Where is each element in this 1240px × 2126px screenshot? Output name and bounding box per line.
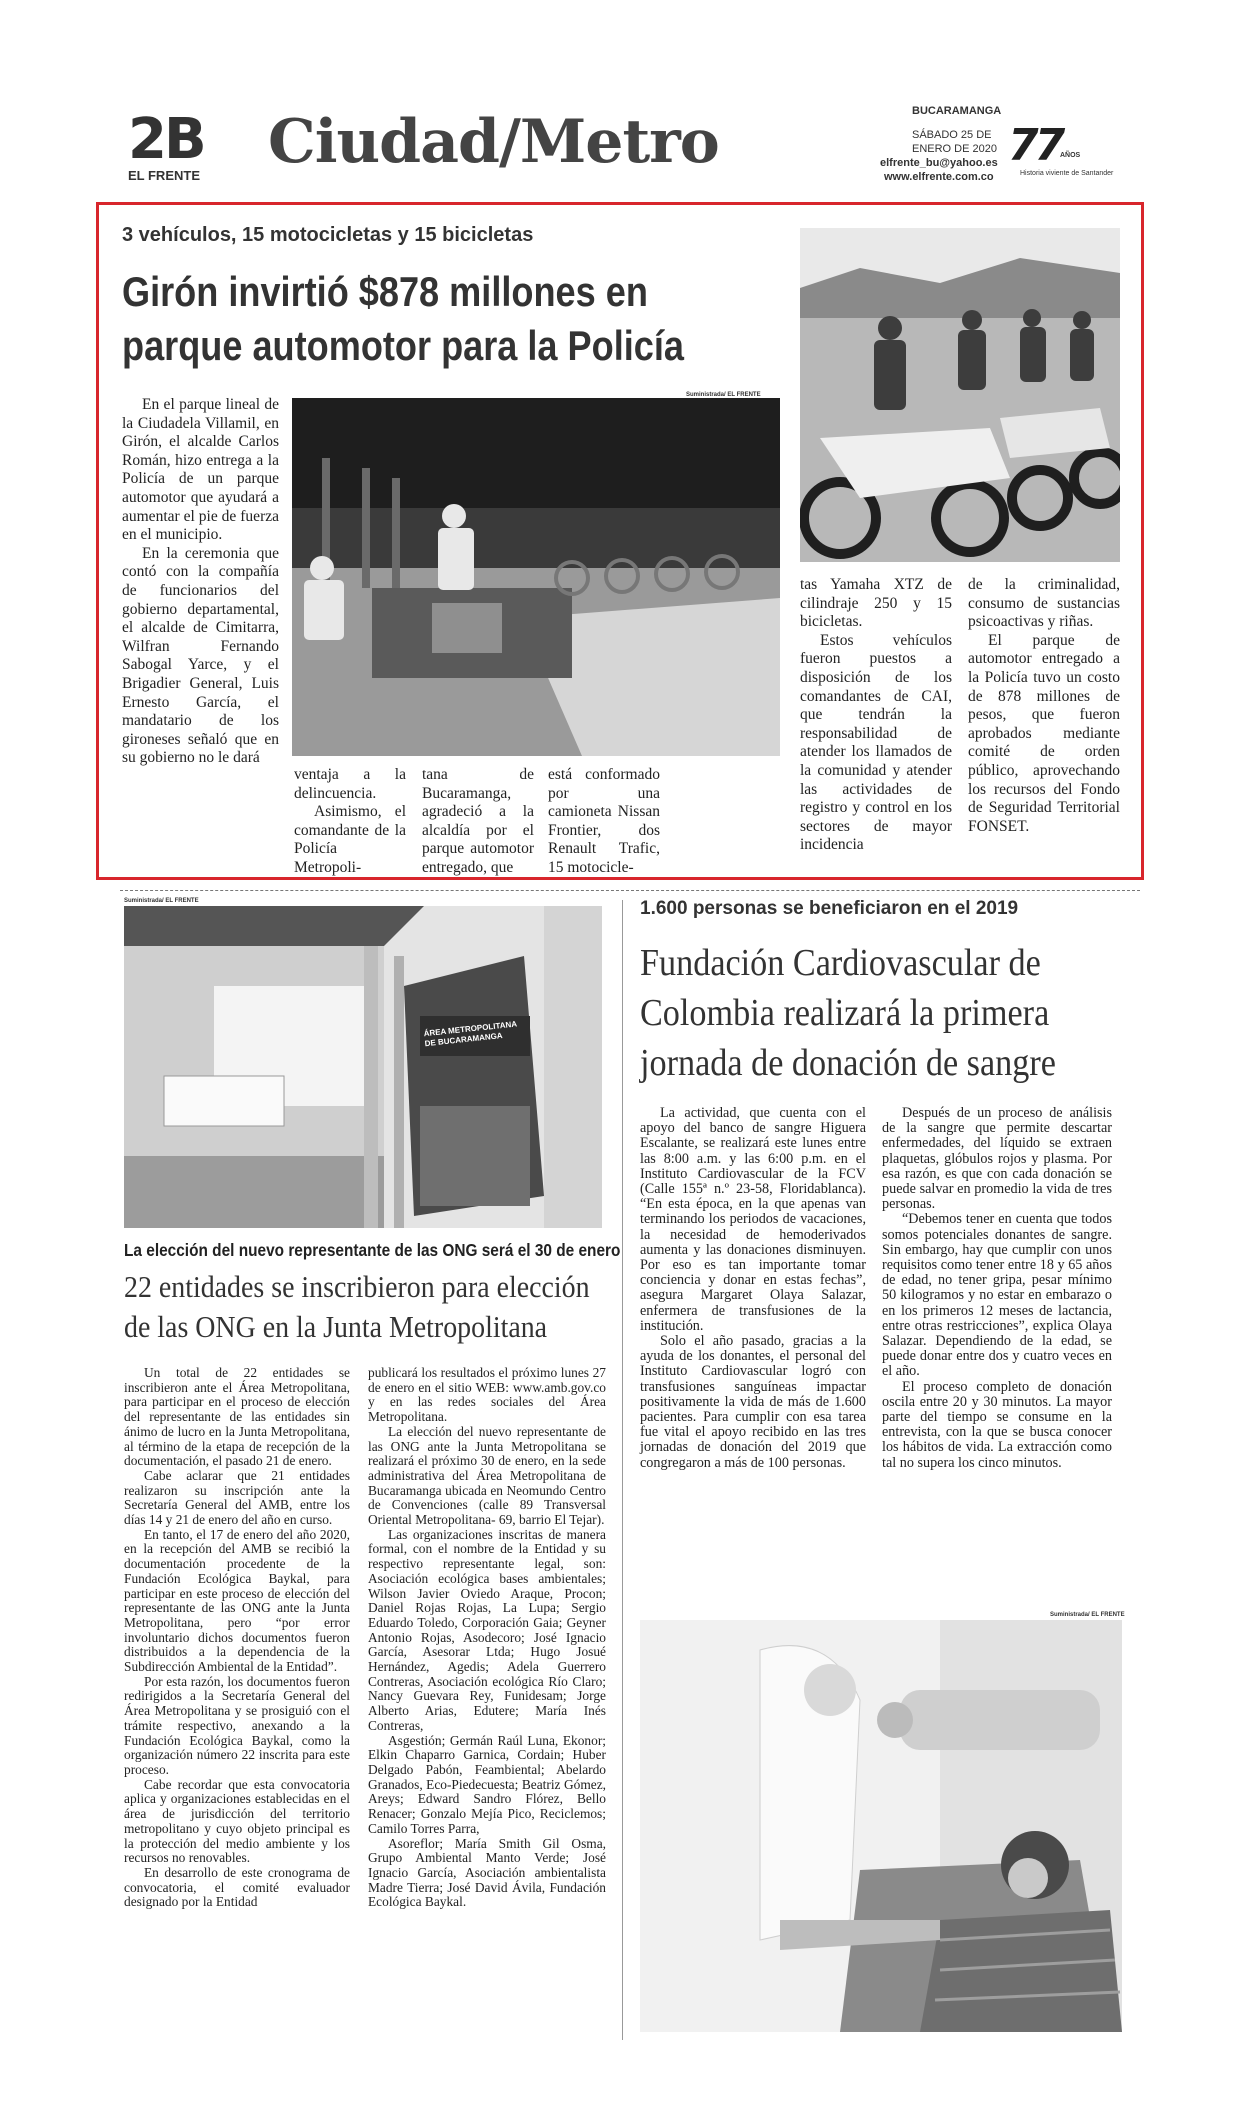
story2-headline-line2: de las ONG en la Junta Metropolitana <box>124 1309 548 1344</box>
story1-column-2 <box>294 766 406 878</box>
logo-number: 77 <box>1008 120 1062 171</box>
story2-photo-credit: Suministrada/ EL FRENTE <box>124 898 199 904</box>
story1-paragraph: ventaja a la delincuencia. <box>294 766 406 802</box>
story1-column-6 <box>968 576 1120 836</box>
page-number: 2B <box>128 107 204 172</box>
logo-tagline: Historia viviente de Santander <box>1020 170 1114 177</box>
story1-paragraph: tana de Bucaramanga, agradeció a la alcaldía por el parque automotor entregado, que <box>422 766 534 876</box>
story2-paragraph: Asgestión; Germán Raúl Luna, Ekonor; Elkin Chaparro Garnica, Cordain; Huber Delgado Pabón, Feambiental; Abelardo Granados, Eco-Piedecuesta; Beatriz Gómez, Areys; Edward Sandro Flórez, Bello Renacer; Gonzalo Mejía Pico, Reciclemos; Camilo Torres Parra, <box>368 1732 606 1836</box>
story1-kicker: 3 vehículos, 15 motocicletas y 15 bicicletas <box>122 224 534 246</box>
story2-headline-line1: 22 entidades se inscribieron para elección <box>124 1269 590 1304</box>
story1-column-3 <box>422 766 534 878</box>
metropolitan-office-photo <box>124 906 602 1228</box>
story1-paragraph: de la criminalidad, consumo de sustancias psicoactivas y riñas. <box>968 576 1120 631</box>
story1-paragraph: En la ceremonia que contó con la compañía de funcionarios del gobierno departamental, el alcalde de Cimitarra, Wilfran Fernando Sabogal Yarce, y el Brigadier General, Luis Ernesto García, el mandatario de los gironeses señaló que en su gobierno no le dará <box>122 544 279 767</box>
story1-paragraph: está conformado por una camioneta Nissan Frontier, dos Renault Trafic, 15 motocicle- <box>548 766 660 876</box>
date-label: SÁBADO 25 DE ENERO DE 2020 <box>912 129 997 155</box>
story2-paragraph: En desarrollo de este cronograma de convocatoria, el comité evaluador designado por la Entidad <box>124 1864 350 1910</box>
story2-paragraph: Un total de 22 entidades se inscribieron ante el Área Metropolitana, para participar en el proceso de elección del representante de las entidades sin ánimo de lucro en la Junta Metropolitana, al término de la etapa de recepción de la documentación, el pasado 21 de enero. <box>124 1365 350 1469</box>
column-divider <box>622 900 623 2040</box>
story3-headline-line1: Fundación Cardiovascular de <box>640 942 1041 984</box>
story3-paragraph: Solo el año pasado, gracias a la ayuda de los donantes, el personal del Instituto Cardiovascular logró con transfusiones sanguíneas impactar positivamente la vida de más de 1.600 pacientes. Para cumplir con esa tarea fue vital el apoyo recibido en las tres jornadas de donación del 2019 que congregaron a más de 100 personas. <box>640 1333 866 1471</box>
story2-paragraph: Por esta razón, los documentos fueron redirigidos a la Secretaría General del Área Metropolitana y se prosiguió con el trámite respectivo, anexando a la Fundación Ecológica Baykal, como la organización número 22 inscrita para este proceso. <box>124 1673 350 1777</box>
police-motorcycles-image <box>800 228 1120 562</box>
story3-column-2 <box>882 1106 1112 1471</box>
story3-column-1 <box>640 1106 866 1471</box>
story2-paragraph: Las organizaciones inscritas de manera formal, con el nombre de la Entidad y su respectivo representante legal, son: Asociación ecológica bases ambientales; Wilson Javier Oviedo Araque, Procon; Daniel Rojas Rojas, La Lupa; Sergio Eduardo Toledo, Corporación Gaia; Geyner Antonio Rojas, Asodecoro; José Ignacio García, Asesorar Ltda; Hugo Josué Hernández, Agedis; Adela Guerrero Contreras, Asociación ecológica Río Claro; Nancy Guevara Rey, Funidesam; Jorge Alberto Arias, Edutere; María Inés Contreras, <box>368 1526 606 1733</box>
story1-photo-credit: Suministrada/ EL FRENTE <box>686 392 761 398</box>
story1-paragraph: tas Yamaha XTZ de cilindraje 250 y 15 bicicletas. <box>800 576 952 631</box>
story1-paragraph: Asimismo, el comandante de la Policía Metropoli- <box>294 803 406 876</box>
story1-paragraph: Estos vehículos fueron puestos a disposición de los comandantes de CAI, que tendrán la responsabilidad de atender los llamados de la comunidad y atender las actividades de registro y control en los sectores de mayor incidencia <box>800 631 952 854</box>
email-link[interactable]: elfrente_bu@yahoo.es <box>880 157 998 169</box>
story2-paragraph: Cabe aclarar que 21 entidades realizaron su inscripción ante la Secretaría General del AMB, entre los días 14 y 21 de enero del año en curso. <box>124 1467 350 1528</box>
story2-paragraph: La elección del nuevo representante de las ONG ante la Junta Metropolitana se realizará el próximo 30 de enero, en la sede administrativa del Área Metropolitana de Bucaramanga ubicada en Neomundo Centro de Convenciones (calle 89 Transversal Oriental Metropolitana- 69, barrio El Tejar). <box>368 1423 606 1528</box>
ceremony-photo <box>292 398 780 756</box>
story1-paragraph: El parque de automotor entregado a la Policía tuvo un costo de 878 millones de pesos, que fueron aprobados mediante comité de orden público, aprovechando los recursos del Fondo de Seguridad Territorial FONSET. <box>968 631 1120 835</box>
blood-donation-photo <box>640 1620 1122 2032</box>
story2-caption: La elección del nuevo representante de las ONG será el 30 de enero <box>124 1240 621 1260</box>
story1-paragraph: En el parque lineal de la Ciudadela Villamil, en Girón, el alcalde Carlos Román, hizo entrega a la Policía de un parque automotor que ayudará a aumentar el pie de fuerza en el municipio. <box>122 396 279 544</box>
story2-column-2 <box>368 1366 606 1910</box>
banner-text: ÁREA METROPOLITANA DE BUCARAMANGA <box>423 1019 518 1049</box>
story1-column-1 <box>122 396 279 768</box>
police-motorcycles-photo <box>800 228 1120 562</box>
story2-paragraph: En tanto, el 17 de enero del año 2020, en la recepción del AMB se recibió la documentación procedente de la Fundación Ecológica Baykal, para participar en este proceso de elección del representante de las ONG ante la Junta Metropolitana, pero “por error involuntario dichos documentos fueron distribuidos a la dependencia de la Subdirección Ambiental de la Entidad”. <box>124 1526 350 1675</box>
story3-headline-line3: jornada de donación de sangre <box>640 1042 1056 1084</box>
city-label: BUCARAMANGA <box>912 105 1002 117</box>
section-title: Ciudad/Metro <box>268 107 719 177</box>
story3-headline-line2: Colombia realizará la primera <box>640 992 1050 1034</box>
metropolitan-office-image <box>124 906 602 1228</box>
newspaper-name: EL FRENTE <box>128 168 200 183</box>
story1-column-5 <box>800 576 952 855</box>
story1-column-4 <box>548 766 660 878</box>
blood-donation-image <box>640 1620 1122 2032</box>
story1-headline-line2: parque automotor para la Policía <box>122 322 684 369</box>
story1-headline-line1: Girón invirtió $878 millones en <box>122 268 648 315</box>
story3-kicker: 1.600 personas se beneficiaron en el 2019 <box>640 898 1019 919</box>
story2-paragraph: Cabe recordar que esta convocatoria aplica y organizaciones establecidas en el área de jurisdicción del territorio metropolitano y cuyo objeto principal es la protección del medio ambiente y los recursos no renovables. <box>124 1776 350 1866</box>
story3-paragraph: La actividad, que cuenta con el apoyo del banco de sangre Higuera Escalante, se realizará este lunes entre las 8:00 a.m. y las 6:00 p.m. en el Instituto Cardiovascular de la FCV (Calle 155ª n.º 23-58, Floridablanca). “En esta época, en la que apenas van terminando los periodos de vacaciones, la necesidad de hemoderivados aumenta y las donaciones disminuyen. Por eso es tan importante tomar conciencia y donar en estas fechas”, asegura Margaret Olaya Salazar, enfermera de transfusiones de la institución. <box>640 1105 866 1334</box>
section-divider <box>120 890 1140 891</box>
story2-paragraph: Asoreflor; María Smith Gil Osma, Grupo Ambiental Manto Verde; José Ignacio García, Asociación ambientalista Madre Tierra; José David Ávila, Fundación Ecológica Baykal. <box>368 1835 606 1910</box>
logo-years: AÑOS <box>1060 152 1081 159</box>
story2-column-1 <box>124 1366 350 1910</box>
story2-paragraph: publicará los resultados el próximo lunes 27 de enero en el sitio WEB: www.amb.gov.co y en las redes sociales del Área Metropolitana. <box>368 1365 606 1425</box>
anniversary-logo <box>1008 120 1104 171</box>
story3-paragraph: Después de un proceso de análisis de la sangre que permite descartar enfermedades, del líquido se extraen plaquetas, glóbulos rojos y plasma. Por esa razón, es que con cada donación se puede salvar en promedio la vida de tres personas. <box>882 1105 1112 1213</box>
ceremony-image <box>292 398 780 756</box>
story3-photo-credit: Suministrada/ EL FRENTE <box>1050 1612 1125 1618</box>
story3-paragraph: “Debemos tener en cuenta que todos somos potenciales donantes de sangre. Sin embargo, hay que cumplir con unos requisitos como tener entre 18 y 65 años de edad, no tener gripa, pesar mínimo 50 kilogramos y no estar en embarazo o en los primeros 12 meses de lactancia, entre otras restricciones”, explica Olaya Salazar. Dependiendo de la edad, se puede donar entre dos y cuatro veces en el año. <box>882 1211 1112 1380</box>
website-link[interactable]: www.elfrente.com.co <box>884 171 994 183</box>
story3-paragraph: El proceso completo de donación oscila entre 20 y 30 minutos. La mayor parte del tiempo se consume en la entrevista, con la que se busca conocer los hábitos de vida. La extracción como tal no supera los cinco minutos. <box>882 1378 1112 1471</box>
